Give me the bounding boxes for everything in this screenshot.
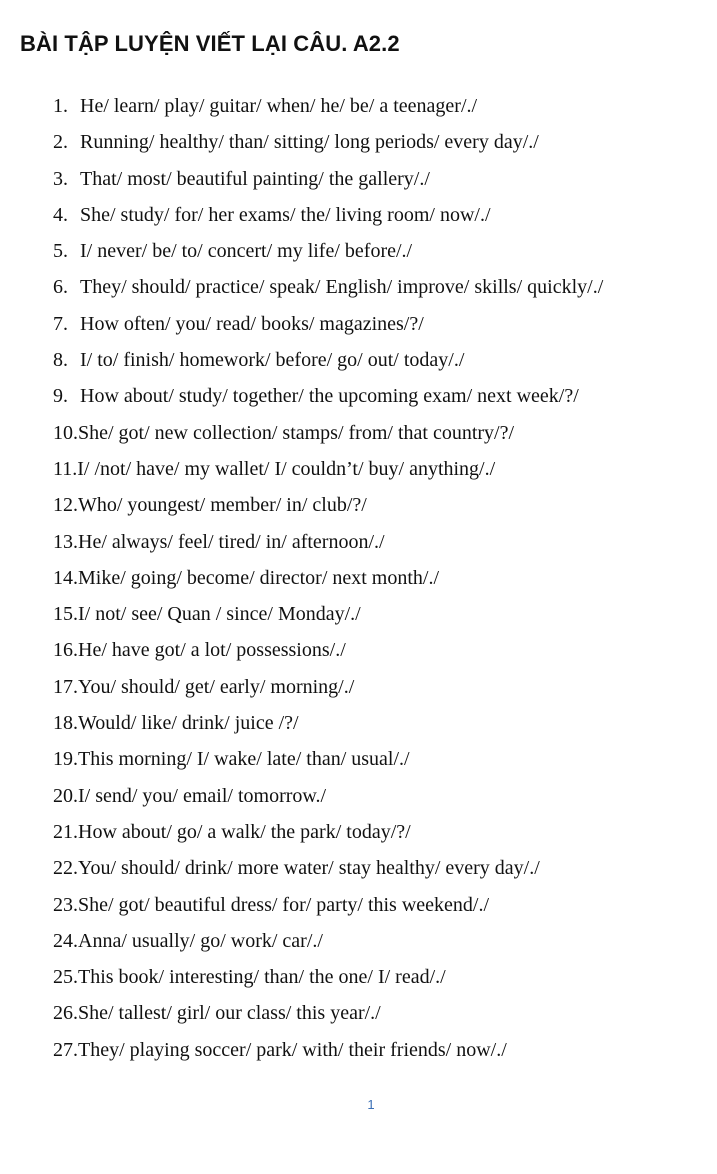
exercise-number: 14. <box>53 566 78 589</box>
exercise-item <box>53 347 693 383</box>
exercise-item <box>53 383 693 419</box>
exercise-prompt: How about/ study/ together/ the upcoming exam/ next week/?/ <box>80 385 579 408</box>
exercise-item <box>53 166 693 202</box>
exercise-prompt: She/ got/ beautiful dress/ for/ party/ this weekend/./ <box>78 893 490 916</box>
exercise-number: 9. <box>53 385 68 408</box>
exercise-number: 17. <box>53 675 78 698</box>
exercise-item <box>53 529 693 565</box>
exercise-prompt: Mike/ going/ become/ director/ next month/./ <box>78 566 440 589</box>
exercise-prompt: I/ /not/ have/ my wallet/ I/ couldn’t/ buy/ anything/./ <box>77 457 496 480</box>
exercise-item <box>53 420 693 456</box>
exercise-number: 27. <box>53 1038 78 1061</box>
exercise-prompt: You/ should/ drink/ more water/ stay healthy/ every day/./ <box>78 857 540 880</box>
exercise-item <box>53 928 693 964</box>
exercise-prompt: Anna/ usually/ go/ work/ car/./ <box>78 929 323 952</box>
exercise-number: 20. <box>53 784 78 807</box>
exercise-item <box>53 93 693 129</box>
exercise-number: 21. <box>53 820 78 843</box>
exercise-number: 6. <box>53 276 68 299</box>
exercise-number: 23. <box>53 893 78 916</box>
exercise-prompt: I/ not/ see/ Quan / since/ Monday/./ <box>78 603 361 626</box>
exercise-prompt: He/ learn/ play/ guitar/ when/ he/ be/ a teenager/./ <box>80 95 478 117</box>
exercise-number: 10. <box>53 421 78 444</box>
exercise-prompt: She/ study/ for/ her exams/ the/ living room/ now/./ <box>80 203 491 226</box>
exercise-item <box>53 274 693 310</box>
exercise-number: 18. <box>53 712 78 735</box>
exercise-item <box>53 819 693 855</box>
exercise-prompt: He/ have got/ a lot/ possessions/./ <box>78 639 346 662</box>
exercise-prompt: Would/ like/ drink/ juice /?/ <box>78 712 299 735</box>
exercise-item <box>53 1000 693 1036</box>
exercise-item <box>53 129 693 165</box>
exercise-prompt: You/ should/ get/ early/ morning/./ <box>78 675 355 698</box>
exercise-prompt: They/ should/ practice/ speak/ English/ improve/ skills/ quickly/./ <box>80 276 604 299</box>
exercise-prompt: I/ to/ finish/ homework/ before/ go/ out/ today/./ <box>80 349 465 372</box>
page-title: BÀI TẬP LUYỆN VIẾT LẠI CÂU. A2.2 <box>20 31 400 56</box>
exercise-number: 7. <box>53 312 68 335</box>
exercise-item <box>53 892 693 928</box>
exercise-number: 5. <box>53 240 68 263</box>
exercise-prompt: I/ never/ be/ to/ concert/ my life/ before/./ <box>80 240 413 263</box>
exercise-item <box>53 238 693 274</box>
exercise-prompt: This book/ interesting/ than/ the one/ I/ read/./ <box>78 966 446 989</box>
exercise-item <box>53 311 693 347</box>
exercise-prompt: They/ playing soccer/ park/ with/ their friends/ now/./ <box>78 1038 507 1061</box>
exercise-number: 24. <box>53 929 78 952</box>
exercise-number: 22. <box>53 857 78 880</box>
exercise-prompt: She/ got/ new collection/ stamps/ from/ that country/?/ <box>78 421 515 444</box>
exercise-item <box>53 964 693 1000</box>
exercise-number: 11. <box>53 457 78 480</box>
exercise-item <box>53 1037 693 1073</box>
exercise-number: 2. <box>53 131 68 154</box>
exercise-prompt: Who/ youngest/ member/ in/ club/?/ <box>78 494 367 517</box>
exercise-item <box>53 637 693 673</box>
exercise-prompt: This morning/ I/ wake/ late/ than/ usual/./ <box>78 748 410 771</box>
exercise-item <box>53 456 693 492</box>
exercise-prompt: That/ most/ beautiful painting/ the gallery/./ <box>80 167 430 190</box>
exercise-item <box>53 710 693 746</box>
page-number: 1 <box>367 1097 375 1112</box>
exercise-number: 8. <box>53 349 68 372</box>
exercise-item <box>53 492 693 528</box>
exercise-prompt: I/ send/ you/ email/ tomorrow./ <box>78 784 327 807</box>
exercise-item <box>53 855 693 891</box>
exercise-number: 15. <box>53 603 78 626</box>
exercise-item <box>53 674 693 710</box>
exercise-number: 16. <box>53 639 78 662</box>
exercise-number: 1. <box>53 95 68 117</box>
exercise-number: 19. <box>53 748 78 771</box>
exercise-prompt: How often/ you/ read/ books/ magazines/?/ <box>80 312 424 335</box>
exercise-item <box>53 565 693 601</box>
exercise-number: 25. <box>53 966 78 989</box>
exercise-number: 4. <box>53 203 68 226</box>
exercise-prompt: Running/ healthy/ than/ sitting/ long periods/ every day/./ <box>80 131 539 154</box>
exercise-number: 3. <box>53 167 68 190</box>
exercise-number: 12. <box>53 494 78 517</box>
exercise-item <box>53 783 693 819</box>
exercise-number: 26. <box>53 1002 78 1025</box>
exercise-item <box>53 202 693 238</box>
exercise-item <box>53 746 693 782</box>
exercise-item <box>53 601 693 637</box>
exercise-prompt: He/ always/ feel/ tired/ in/ afternoon/./ <box>78 530 385 553</box>
exercise-prompt: She/ tallest/ girl/ our class/ this year/./ <box>78 1002 381 1025</box>
exercise-prompt: How about/ go/ a walk/ the park/ today/?/ <box>78 820 411 843</box>
exercise-list <box>53 93 693 1073</box>
exercise-number: 13. <box>53 530 78 553</box>
